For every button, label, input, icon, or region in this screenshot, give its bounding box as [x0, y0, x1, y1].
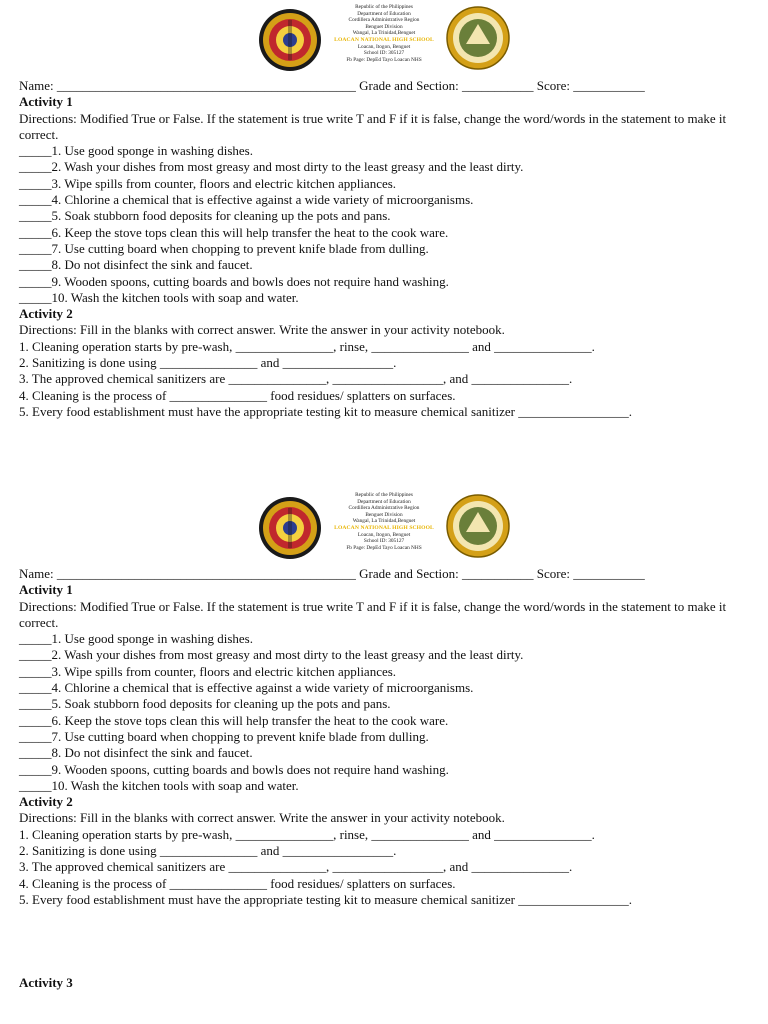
activity1-item: _____1. Use good sponge in washing dishes.: [19, 631, 253, 647]
activity1-item: _____8. Do not disinfect the sink and faucet.: [19, 745, 253, 761]
activity1-item: _____10. Wash the kitchen tools with soap and water.: [19, 289, 299, 305]
header-school-id: School ID: 305127: [363, 538, 405, 545]
activity2-directions: Directions: Fill in the blanks with correct answer. Write the answer in your activity notebook.: [19, 810, 505, 826]
activity1-directions: Directions: Modified True or False. If the statement is true write T and F if it is false, change the word/words in the statement to make it correct.: [19, 598, 727, 630]
worksheet-body: [19, 566, 749, 908]
letterhead: [0, 488, 768, 566]
activity1-item: _____1. Use good sponge in washing dishes.: [19, 143, 253, 159]
header-school-name: LOACAN NATIONAL HIGH SCHOOL: [334, 524, 434, 531]
activity1-title: Activity 1: [19, 582, 73, 598]
activity2-title: Activity 2: [19, 794, 73, 810]
name-grade-score-line: Name: ______________________________________________ Grade and Section: ___________ Score: ___________: [19, 78, 645, 93]
activity1-item: _____4. Chlorine a chemical that is effective against a wide variety of microorganisms.: [19, 680, 474, 696]
deped-seal-icon: [258, 8, 322, 72]
deped-seal-icon: [258, 496, 322, 560]
worksheet-sheet-1: [0, 0, 768, 419]
header-division: Benguet Division: [365, 511, 403, 518]
header-school-name: LOACAN NATIONAL HIGH SCHOOL: [334, 36, 434, 43]
activity1-item: _____7. Use cutting board when chopping to prevent knife blade from dulling.: [19, 240, 429, 256]
activity2-item: 1. Cleaning operation starts by pre-wash, _______________, rinse, _______________ and _______________.: [19, 338, 595, 354]
activity2-item: 5. Every food establishment must have the appropriate testing kit to measure chemical sanitizer _________________.: [19, 891, 633, 907]
activity1-item: _____5. Soak stubborn food deposits for cleaning up the pots and pans.: [19, 208, 391, 224]
activity2-title: Activity 2: [19, 306, 73, 322]
school-seal-icon: [446, 494, 510, 558]
header-region: Cordillera Administrative Region: [348, 17, 420, 24]
activity2-item: 2. Sanitizing is done using _______________ and _________________.: [19, 355, 397, 371]
activity1-item: _____6. Keep the stove tops clean this will help transfer the heat to the cook ware.: [19, 712, 449, 728]
worksheet-body: [19, 78, 749, 420]
activity1-item: _____10. Wash the kitchen tools with soap and water.: [19, 777, 299, 793]
activity1-item: _____5. Soak stubborn food deposits for cleaning up the pots and pans.: [19, 696, 391, 712]
header-department: Department of Education: [357, 10, 411, 17]
activity1-item: _____9. Wooden spoons, cutting boards and bowls does not require hand washing.: [19, 761, 449, 777]
worksheet-sheet-2: [0, 488, 768, 907]
name-grade-score-line: Name: ______________________________________________ Grade and Section: ___________ Score: ___________: [19, 566, 645, 581]
activity1-title: Activity 1: [19, 94, 73, 110]
letterhead-text: [322, 4, 446, 63]
header-fb-page: Fb Page: DepEd Tayo Loacan NHS: [346, 56, 422, 63]
header-region: Cordillera Administrative Region: [348, 505, 420, 512]
header-school-id: School ID: 305127: [363, 50, 405, 57]
header-republic: Republic of the Philippines: [355, 4, 413, 10]
activity1-item: _____3. Wipe spills from counter, floors and electric kitchen appliances.: [19, 175, 397, 191]
activity2-item: 4. Cleaning is the process of _______________ food residues/ splatters on surfaces.: [19, 875, 456, 891]
header-school-address: Loacan, Itogon, Benguet: [357, 531, 411, 538]
activity2-item: 3. The approved chemical sanitizers are _______________, _________________, and _______________.: [19, 371, 573, 387]
header-department: Department of Education: [357, 498, 411, 505]
activity2-directions: Directions: Fill in the blanks with correct answer. Write the answer in your activity notebook.: [19, 322, 505, 338]
activity1-item: _____4. Chlorine a chemical that is effective against a wide variety of microorganisms.: [19, 192, 474, 208]
activity1-item: _____6. Keep the stove tops clean this will help transfer the heat to the cook ware.: [19, 224, 449, 240]
activity1-item: _____8. Do not disinfect the sink and faucet.: [19, 257, 253, 273]
header-school-address: Loacan, Itogon, Benguet: [357, 43, 411, 50]
header-fb-page: Fb Page: DepEd Tayo Loacan NHS: [346, 544, 422, 551]
activity2-item: 3. The approved chemical sanitizers are _______________, _________________, and _______________.: [19, 859, 573, 875]
activity2-item: 2. Sanitizing is done using _______________ and _________________.: [19, 843, 397, 859]
activity1-item: _____3. Wipe spills from counter, floors and electric kitchen appliances.: [19, 663, 397, 679]
activity2-item: 1. Cleaning operation starts by pre-wash, _______________, rinse, _______________ and _______________.: [19, 826, 595, 842]
activity3-title: Activity 3: [19, 975, 73, 990]
header-address: Wangal, La Trinidad,Benguet: [352, 518, 416, 525]
activity2-item: 5. Every food establishment must have the appropriate testing kit to measure chemical sanitizer _________________.: [19, 403, 633, 419]
header-address: Wangal, La Trinidad,Benguet: [352, 30, 416, 37]
header-division: Benguet Division: [365, 23, 403, 30]
header-republic: Republic of the Philippines: [355, 492, 413, 498]
activity1-item: _____2. Wash your dishes from most greasy and most dirty to the least greasy and the least dirty.: [19, 647, 524, 663]
activity1-item: _____2. Wash your dishes from most greasy and most dirty to the least greasy and the least dirty.: [19, 159, 524, 175]
letterhead-text: [322, 492, 446, 551]
activity1-item: _____9. Wooden spoons, cutting boards and bowls does not require hand washing.: [19, 273, 449, 289]
activity1-directions: Directions: Modified True or False. If the statement is true write T and F if it is false, change the word/words in the statement to make it correct.: [19, 110, 727, 142]
letterhead: [0, 0, 768, 78]
activity2-item: 4. Cleaning is the process of _______________ food residues/ splatters on surfaces.: [19, 387, 456, 403]
activity1-item: _____7. Use cutting board when chopping to prevent knife blade from dulling.: [19, 728, 429, 744]
school-seal-icon: [446, 6, 510, 70]
